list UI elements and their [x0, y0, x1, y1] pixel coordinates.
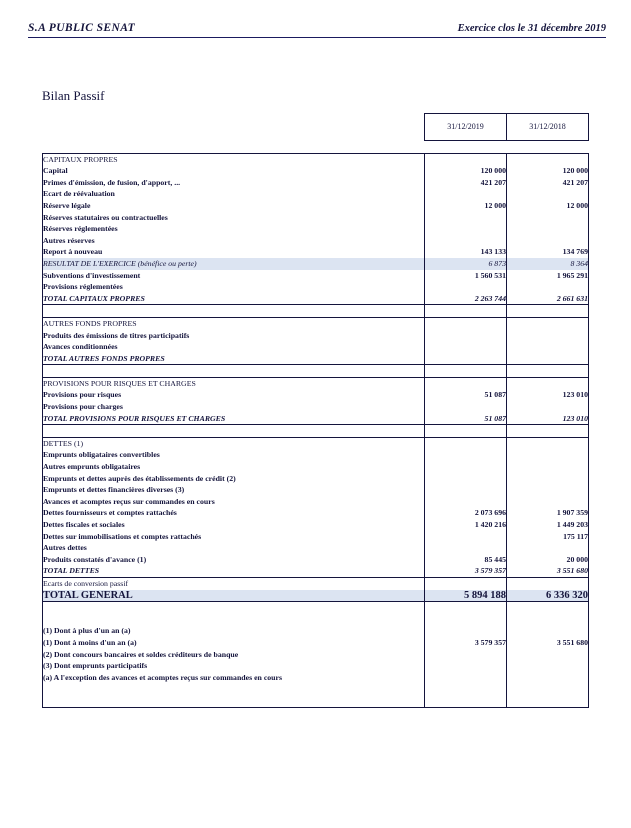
row-value-2019 [425, 153, 507, 165]
header-label-cell [43, 114, 425, 141]
table-row [43, 413, 589, 425]
table-separator-row [43, 305, 589, 318]
row-value-2019: 85 445 [425, 554, 507, 566]
table-row [43, 317, 589, 329]
row-value-2019 [425, 317, 507, 329]
row-label: Primes d'émission, de fusion, d'apport, ... [43, 177, 425, 189]
row-value-2018 [507, 353, 589, 365]
footnote-label: (2) Dont concours bancaires et soldes créditeurs de banque [43, 649, 425, 661]
row-label: TOTAL CAPITAUX PROPRES [43, 293, 425, 305]
row-label: TOTAL GENERAL [43, 590, 425, 602]
row-value-2018 [507, 542, 589, 554]
row-label: TOTAL DETTES [43, 565, 425, 577]
footnote-value-2019 [425, 649, 507, 661]
table-row [43, 577, 589, 589]
bilan-passif-table [42, 113, 589, 708]
row-value-2019 [425, 401, 507, 413]
row-value-2019: 120 000 [425, 165, 507, 177]
table-row [43, 330, 589, 342]
row-label: Réserves statutaires ou contractuelles [43, 212, 425, 224]
row-label: Ecart de réévaluation [43, 188, 425, 200]
row-value-2018 [507, 223, 589, 235]
row-value-2018: 8 364 [507, 258, 589, 270]
table-row [43, 177, 589, 189]
row-value-2019 [425, 188, 507, 200]
row-value-2019 [425, 437, 507, 449]
table-row [43, 484, 589, 496]
footnote-row [43, 625, 589, 637]
row-value-2018: 421 207 [507, 177, 589, 189]
row-value-2018: 6 336 320 [507, 590, 589, 602]
row-value-2018 [507, 496, 589, 508]
row-value-2019: 2 073 696 [425, 507, 507, 519]
row-value-2019 [425, 223, 507, 235]
row-value-2019 [425, 577, 507, 589]
row-value-2018 [507, 473, 589, 485]
row-label: Produits des émissions de titres participatifs [43, 330, 425, 342]
row-value-2019: 51 087 [425, 389, 507, 401]
footnote-label: (3) Dont emprunts participatifs [43, 660, 425, 672]
row-label: Avances et acomptes reçus sur commandes en cours [43, 496, 425, 508]
row-value-2018 [507, 341, 589, 353]
row-value-2018 [507, 153, 589, 165]
table-row [43, 542, 589, 554]
row-value-2018 [507, 188, 589, 200]
row-label: Emprunts et dettes financières diverses (3) [43, 484, 425, 496]
row-value-2019 [425, 341, 507, 353]
bilan-passif-table-wrapper [42, 113, 588, 708]
row-value-2018 [507, 317, 589, 329]
row-value-2019: 51 087 [425, 413, 507, 425]
row-label: Avances conditionnées [43, 341, 425, 353]
row-value-2019 [425, 461, 507, 473]
row-value-2018: 175 117 [507, 531, 589, 543]
table-row [43, 554, 589, 566]
table-row [43, 235, 589, 247]
table-row [43, 200, 589, 212]
table-body [43, 114, 589, 708]
table-row [43, 281, 589, 293]
row-value-2018 [507, 377, 589, 389]
table-row [43, 293, 589, 305]
row-label: TOTAL AUTRES FONDS PROPRES [43, 353, 425, 365]
footnote-value-2018 [507, 672, 589, 684]
footnote-label: (a) A l'exception des avances et acomptes reçus sur commandes en cours [43, 672, 425, 684]
row-value-2019: 1 560 531 [425, 270, 507, 282]
row-value-2019: 421 207 [425, 177, 507, 189]
row-label: DETTES (1) [43, 437, 425, 449]
row-value-2018 [507, 461, 589, 473]
row-value-2018: 134 769 [507, 246, 589, 258]
table-row [43, 507, 589, 519]
table-row [43, 496, 589, 508]
table-trailing-row [43, 683, 589, 695]
row-value-2019 [425, 484, 507, 496]
row-value-2019 [425, 353, 507, 365]
footnote-value-2018: 3 551 680 [507, 637, 589, 649]
row-value-2019: 6 873 [425, 258, 507, 270]
row-value-2018: 123 010 [507, 389, 589, 401]
row-value-2019: 3 579 357 [425, 565, 507, 577]
row-label: Autres emprunts obligataires [43, 461, 425, 473]
row-value-2018: 1 907 359 [507, 507, 589, 519]
table-row [43, 341, 589, 353]
footnote-value-2019 [425, 625, 507, 637]
row-label: Réserve légale [43, 200, 425, 212]
row-value-2018 [507, 437, 589, 449]
row-value-2019 [425, 449, 507, 461]
row-label: Emprunts obligataires convertibles [43, 449, 425, 461]
footnote-label: (1) Dont à plus d'un an (a) [43, 625, 425, 637]
table-row [43, 519, 589, 531]
footnote-value-2019: 3 579 357 [425, 637, 507, 649]
row-value-2018: 120 000 [507, 165, 589, 177]
table-row [43, 449, 589, 461]
row-value-2019: 12 000 [425, 200, 507, 212]
row-label: PROVISIONS POUR RISQUES ET CHARGES [43, 377, 425, 389]
row-label: Autres dettes [43, 542, 425, 554]
row-label: Autres réserves [43, 235, 425, 247]
table-row [43, 246, 589, 258]
footnote-value-2018 [507, 649, 589, 661]
row-value-2019 [425, 473, 507, 485]
table-row [43, 223, 589, 235]
table-row [43, 165, 589, 177]
row-value-2019 [425, 281, 507, 293]
footnote-value-2019 [425, 660, 507, 672]
footnote-value-2018 [507, 625, 589, 637]
row-value-2019: 143 133 [425, 246, 507, 258]
row-label: Dettes fiscales et sociales [43, 519, 425, 531]
row-value-2018: 20 000 [507, 554, 589, 566]
row-label: Subventions d'investissement [43, 270, 425, 282]
row-value-2018: 1 449 203 [507, 519, 589, 531]
row-label: Provisions réglementées [43, 281, 425, 293]
row-value-2018 [507, 330, 589, 342]
table-row [43, 401, 589, 413]
table-header-row [43, 114, 589, 141]
row-label: TOTAL PROVISIONS POUR RISQUES ET CHARGES [43, 413, 425, 425]
company-name: S.A PUBLIC SENAT [28, 22, 136, 34]
table-row [43, 389, 589, 401]
row-label: RESULTAT DE L'EXERCICE (bénéfice ou perte) [43, 258, 425, 270]
row-value-2018: 1 965 291 [507, 270, 589, 282]
footnote-value-2019 [425, 672, 507, 684]
table-row [43, 377, 589, 389]
footnote-value-2018 [507, 660, 589, 672]
table-row [43, 590, 589, 602]
table-separator-row [43, 425, 589, 438]
row-value-2019 [425, 330, 507, 342]
table-row [43, 212, 589, 224]
row-value-2018 [507, 484, 589, 496]
footnote-label: (1) Dont à moins d'un an (a) [43, 637, 425, 649]
footnote-spacer-row [43, 614, 589, 626]
row-value-2018: 2 661 631 [507, 293, 589, 305]
footnote-row [43, 649, 589, 661]
row-label: Réserves réglementées [43, 223, 425, 235]
row-value-2018: 123 010 [507, 413, 589, 425]
header-col-2018: 31/12/2018 [507, 114, 589, 141]
row-value-2018: 3 551 680 [507, 565, 589, 577]
row-value-2019 [425, 235, 507, 247]
row-value-2019: 1 420 216 [425, 519, 507, 531]
row-value-2019 [425, 212, 507, 224]
table-row [43, 531, 589, 543]
table-row [43, 258, 589, 270]
row-value-2018: 12 000 [507, 200, 589, 212]
row-label: Dettes sur immobilisations et comptes rattachés [43, 531, 425, 543]
table-row [43, 565, 589, 577]
row-value-2018 [507, 212, 589, 224]
row-value-2019: 2 263 744 [425, 293, 507, 305]
table-row [43, 188, 589, 200]
row-value-2019 [425, 377, 507, 389]
footnote-spacer-row [43, 602, 589, 614]
row-value-2019 [425, 542, 507, 554]
table-gap-row [43, 141, 589, 154]
row-value-2019: 5 894 188 [425, 590, 507, 602]
row-label: Capital [43, 165, 425, 177]
row-label: AUTRES FONDS PROPRES [43, 317, 425, 329]
table-trailing-row [43, 695, 589, 707]
table-row [43, 473, 589, 485]
page-title: Bilan Passif [42, 88, 105, 103]
row-value-2018 [507, 449, 589, 461]
row-label: Emprunts et dettes auprès des établissements de crédit (2) [43, 473, 425, 485]
table-row [43, 461, 589, 473]
row-value-2018 [507, 577, 589, 589]
row-value-2018 [507, 401, 589, 413]
row-value-2018 [507, 281, 589, 293]
exercise-date: Exercice clos le 31 décembre 2019 [457, 23, 606, 34]
row-label: Ecarts de conversion passif [43, 577, 425, 589]
header-col-2019: 31/12/2019 [425, 114, 507, 141]
row-label: Provisions pour charges [43, 401, 425, 413]
table-row [43, 437, 589, 449]
footnote-row [43, 637, 589, 649]
row-value-2018 [507, 235, 589, 247]
table-row [43, 270, 589, 282]
footnote-row [43, 672, 589, 684]
row-value-2019 [425, 496, 507, 508]
document-header [28, 22, 606, 38]
row-value-2019 [425, 531, 507, 543]
row-label: Report à nouveau [43, 246, 425, 258]
table-row [43, 153, 589, 165]
row-label: Provisions pour risques [43, 389, 425, 401]
row-label: CAPITAUX PROPRES [43, 153, 425, 165]
footnote-row [43, 660, 589, 672]
table-row [43, 353, 589, 365]
table-separator-row [43, 365, 589, 378]
row-label: Dettes fournisseurs et comptes rattachés [43, 507, 425, 519]
row-label: Produits constatés d'avance (1) [43, 554, 425, 566]
